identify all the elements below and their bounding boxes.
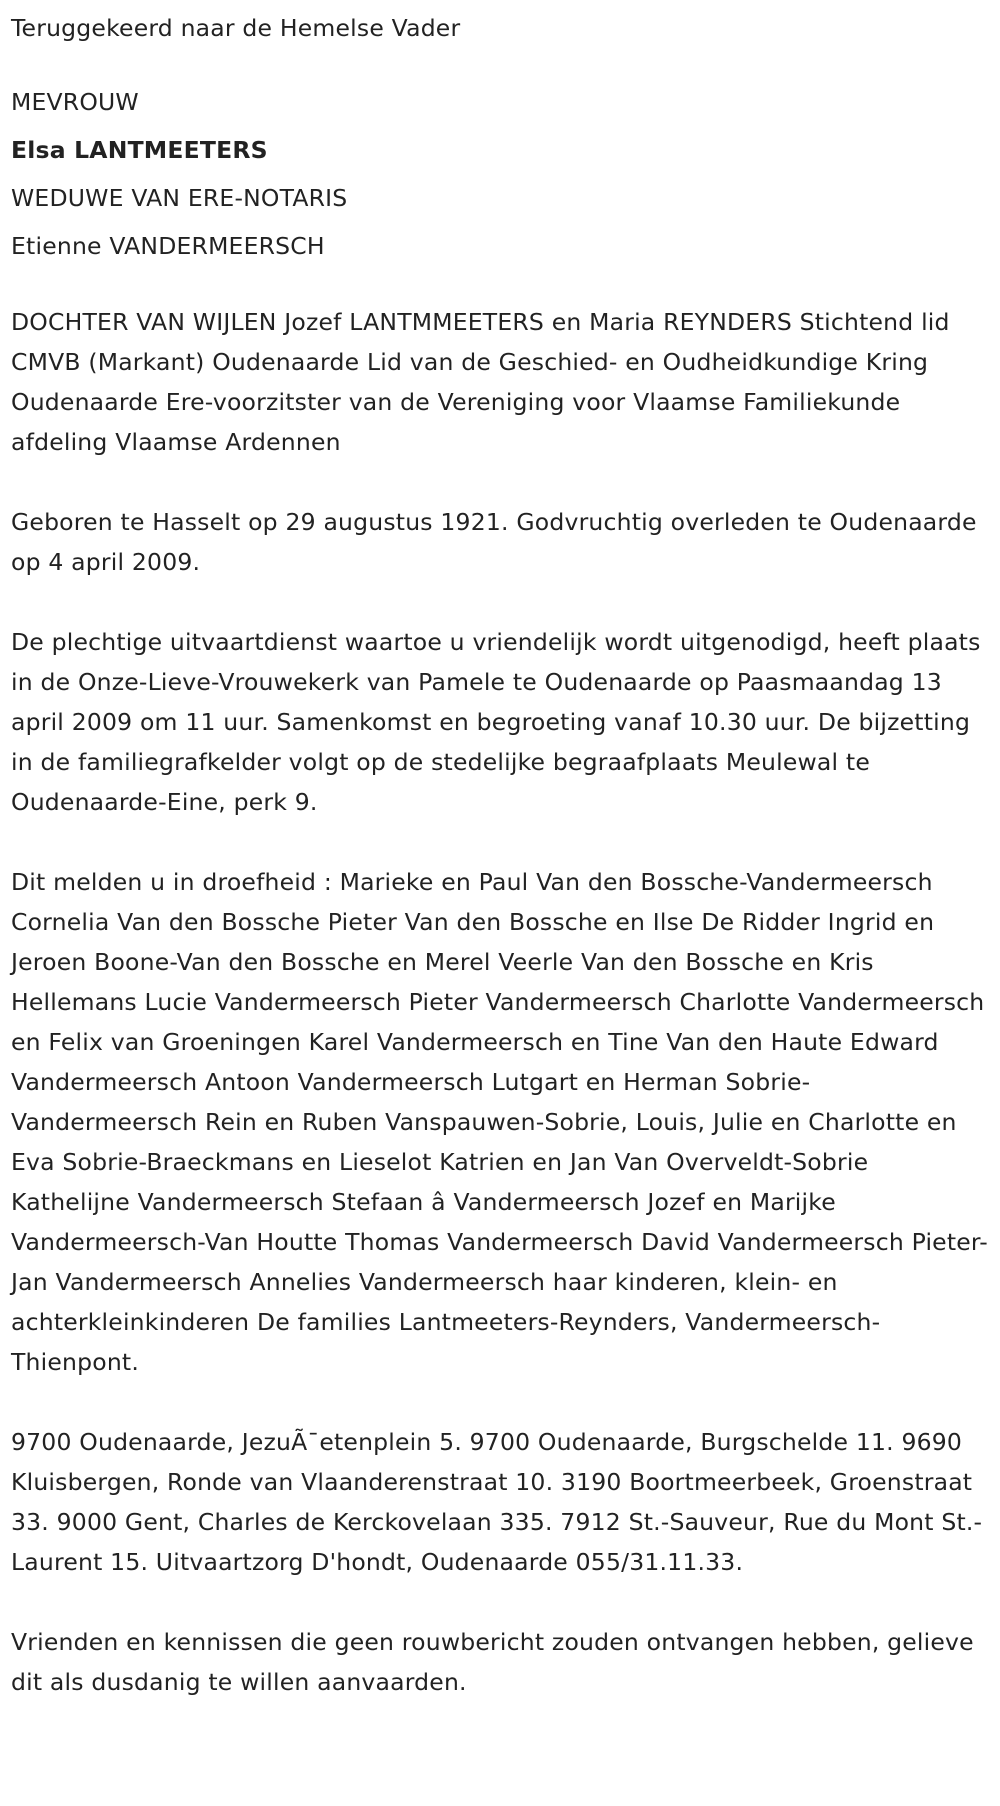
mourners-paragraph: Dit melden u in droefheid : Marieke en Paul Van den Bossche-Vandermeersch Cornelia Van den Bossche Pieter Van den Bossche en Ilse De Ridder Ingrid en Jeroen Boone-Van den Bossche en Merel Veerle Van den Bossche en Kris Hellemans Lucie Vandermeersch Pieter Vandermeersch Charlotte Vandermeersch en Felix van Groeningen Karel Vandermeersch en Tine Van den Haute Edward Vandermeersch Antoon Vandermeersch Lutgart en Herman Sobrie-Vandermeersch Rein en Ruben Vanspauwen-Sobrie, Louis, Julie en Charlotte en Eva Sobrie-Braeckmans en Lieselot Katrien en Jan Van Overveldt-Sobrie Kathelijne Vandermeersch Stefaan â Vandermeersch Jozef en Marijke Vandermeersch-Van Houtte Thomas Vandermeersch David Vandermeersch Pieter-Jan Vandermeersch Annelies Vandermeersch haar kinderen, klein- en achterkleinkinderen De families Lantmeeters-Reynders, Vandermeersch-Thienpont. (11, 868, 988, 1376)
addresses-paragraph: 9700 Oudenaarde, JezuÃ¯etenplein 5. 9700 Oudenaarde, Burgschelde 11. 9690 Kluisbergen, Ronde van Vlaanderenstraat 10. 3190 Boortmeerbeek, Groenstraat 33. 9000 Gent, Charles de Kerckovelaan 335. 7912 St.-Sauveur, Rue du Mont St.-Laurent 15. Uitvaartzorg D'hondt, Oudenaarde 055/31.11.33. (11, 1428, 983, 1576)
deceased-header (11, 78, 990, 270)
intro-line: Teruggekeerd naar de Hemelse Vader (11, 14, 461, 42)
parents-and-roles-paragraph: DOCHTER VAN WIJLEN Jozef LANTMMEETERS en Maria REYNDERS Stichtend lid CMVB (Markant) Oudenaarde Lid van de Geschied- en Oudheidkundige Kring Oudenaarde Ere-voorzitster van de Vereniging voor Vlaamse Familiekunde afdeling Vlaamse Ardennen (11, 308, 950, 456)
title-line: MEVROUW (11, 88, 139, 116)
husband-name: Etienne VANDERMEERSCH (11, 232, 325, 260)
deceased-name: Elsa LANTMEETERS (11, 136, 268, 164)
funeral-paragraph: De plechtige uitvaartdienst waartoe u vriendelijk wordt uitgenodigd, heeft plaats in de Onze-Lieve-Vrouwekerk van Pamele te Oudenaarde op Paasmaandag 13 april 2009 om 11 uur. Samenkomst en begroeting vanaf 10.30 uur. De bijzetting in de familiegrafkelder volgt op de stedelijke begraafplaats Meulewal te Oudenaarde-Eine, perk 9. (11, 628, 981, 816)
widow-of-label: WEDUWE VAN ERE-NOTARIS (11, 184, 348, 212)
birth-death-paragraph: Geboren te Hasselt op 29 augustus 1921. Godvruchtig overleden te Oudenaarde op 4 april 2009. (11, 508, 977, 576)
closing-paragraph: Vrienden en kennissen die geen rouwbericht zouden ontvangen hebben, gelieve dit als dusdanig te willen aanvaarden. (11, 1628, 974, 1696)
